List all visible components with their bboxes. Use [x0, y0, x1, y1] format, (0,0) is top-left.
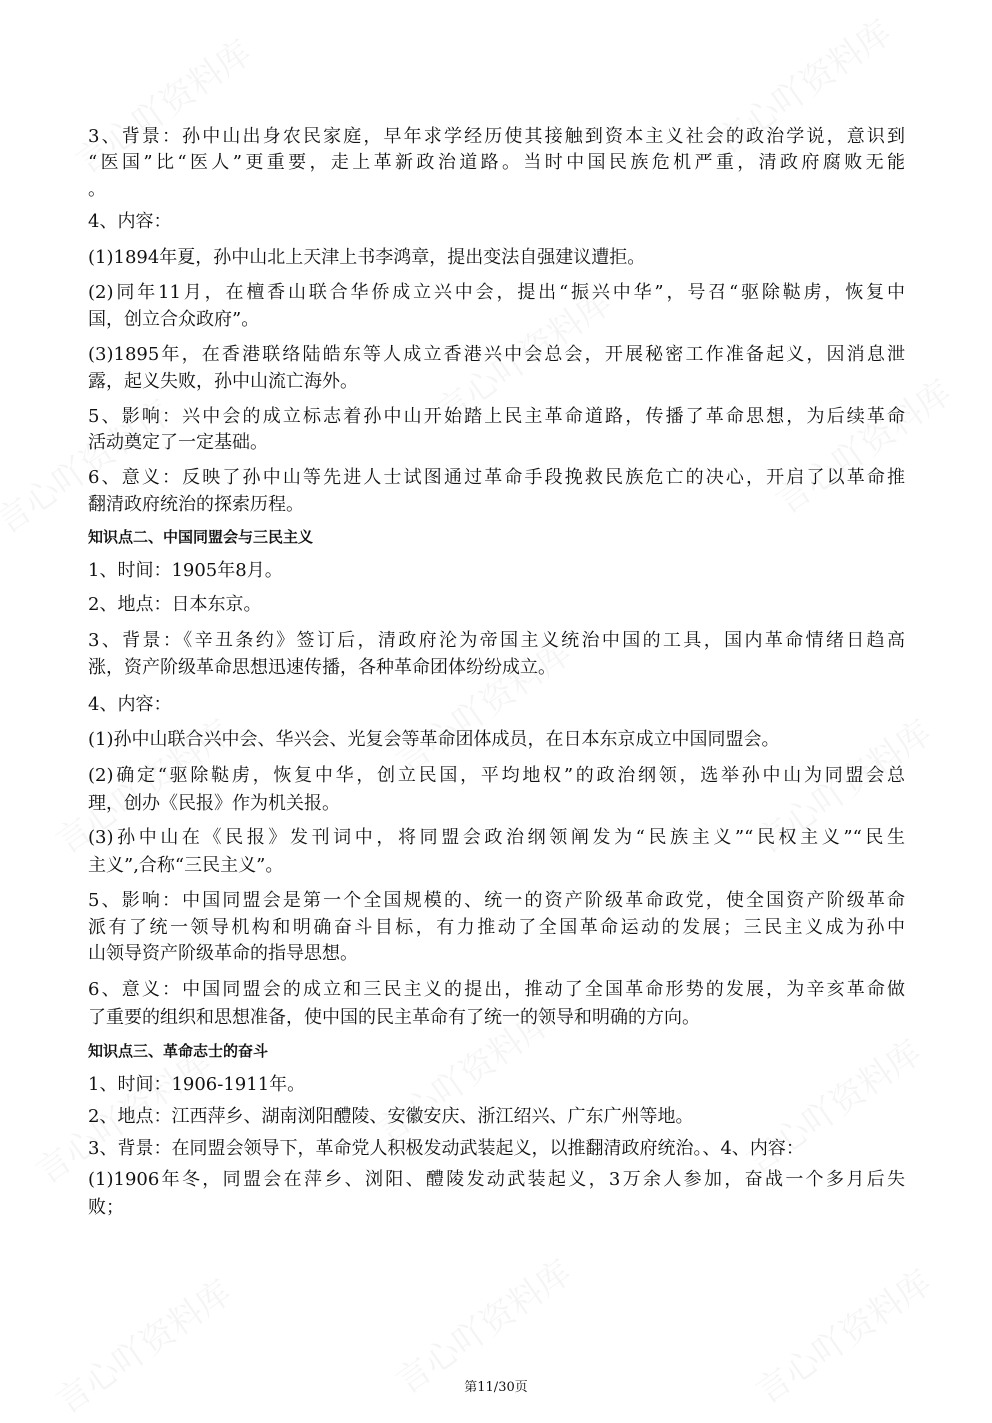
section-heading: 知识点三、革命志士的奋斗 — [88, 1042, 269, 1060]
section-heading: 知识点二、中国同盟会与三民主义 — [88, 528, 314, 546]
paragraph-line: 涨，资产阶级革命思想迅速传播，各种革命团体纷纷成立。 — [88, 657, 556, 678]
paragraph-line: 活动奠定了一定基础。 — [88, 432, 268, 453]
paragraph-line: (2)同年11月，在檀香山联合华侨成立兴中会，提出“振兴中华”，号召“驱除鞑虏，恢复中 — [88, 282, 905, 303]
paragraph-line: (2)确定“驱除鞑虏，恢复中华，创立民国，平均地权”的政治纲领，选举孙中山为同盟会总 — [88, 765, 905, 786]
paragraph-line: 3、背景：在同盟会领导下，革命党人积极发动武装起义，以推翻清政府统治。、4、内容： — [88, 1138, 804, 1159]
paragraph-line: (1)1906年冬，同盟会在萍乡、浏阳、醴陵发动武装起义，3万余人参加，奋战一个多月后失 — [88, 1169, 905, 1190]
paragraph-line: 败； — [88, 1197, 124, 1218]
paragraph-line: (1)孙中山联合兴中会、华兴会、光复会等革命团体成员，在日本东京成立中国同盟会。 — [88, 729, 780, 750]
paragraph-line: 4、内容： — [88, 694, 172, 715]
paragraph-line: 6、意义：反映了孙中山等先进人士试图通过革命手段挽救民族危亡的决心，开启了以革命推 — [88, 467, 905, 488]
paragraph-line: 国，创立合众政府”。 — [88, 309, 260, 330]
paragraph-line: 了重要的组织和思想准备，使中国的民主革命有了统一的领导和明确的方向。 — [88, 1007, 700, 1028]
paragraph-line: 主义”,合称“三民主义”。 — [88, 855, 284, 876]
paragraph-line: (3)孙中山在《民报》发刊词中，将同盟会政治纲领阐发为“民族主义”“民权主义”“民生 — [88, 827, 905, 848]
paragraph-line: 5、影响：兴中会的成立标志着孙中山开始踏上民主革命道路，传播了革命思想，为后续革命 — [88, 406, 905, 427]
paragraph-line: (1)1894年夏，孙中山北上天津上书李鸿章，提出变法自强建议遭拒。 — [88, 247, 646, 268]
paragraph-line: 1、时间：1906-1911年。 — [88, 1074, 306, 1095]
paragraph-line: (3)1895年，在香港联络陆皓东等人成立香港兴中会总会，开展秘密工作准备起义，因消息泄 — [88, 344, 905, 365]
paragraph-line: 理，创办《民报》作为机关报。 — [88, 793, 340, 814]
paragraph-line: 1、时间：1905年8月。 — [88, 560, 283, 581]
paragraph-line: 派有了统一领导机构和明确奋斗目标，有力推动了全国革命运动的发展；三民主义成为孙中 — [88, 917, 905, 938]
paragraph-line: “医国”比“医人”更重要，走上革新政治道路。当时中国民族危机严重，清政府腐败无能 — [88, 152, 905, 173]
paragraph-line: 6、意义：中国同盟会的成立和三民主义的提出，推动了全国革命形势的发展，为辛亥革命做 — [88, 979, 905, 1000]
paragraph-line: 翻清政府统治的探索历程。 — [88, 494, 304, 515]
paragraph-line: 。 — [88, 179, 106, 200]
paragraph-line: 山领导资产阶级革命的指导思想。 — [88, 943, 358, 964]
paragraph-line: 2、地点：日本东京。 — [88, 594, 262, 615]
paragraph-line: 3、背景：孙中山出身农民家庭，早年求学经历使其接触到资本主义社会的政治学说，意识到 — [88, 126, 905, 147]
paragraph-line: 4、内容： — [88, 211, 172, 232]
watermark — [44, 1266, 239, 1423]
page-number: 第11/30页 — [464, 1380, 528, 1395]
paragraph-line: 5、影响：中国同盟会是第一个全国规模的、统一的资产阶级革命政党，使全国资产阶级革命 — [88, 890, 905, 911]
paragraph-line: 2、地点：江西萍乡、湖南浏阳醴陵、安徽安庆、浙江绍兴、广东广州等地。 — [88, 1106, 694, 1127]
paragraph-line: 3、背景：《辛丑条约》签订后，清政府沦为帝国主义统治中国的工具，国内革命情绪日趋高 — [88, 630, 905, 651]
paragraph-line: 露，起义失败，孙中山流亡海外。 — [88, 371, 358, 392]
